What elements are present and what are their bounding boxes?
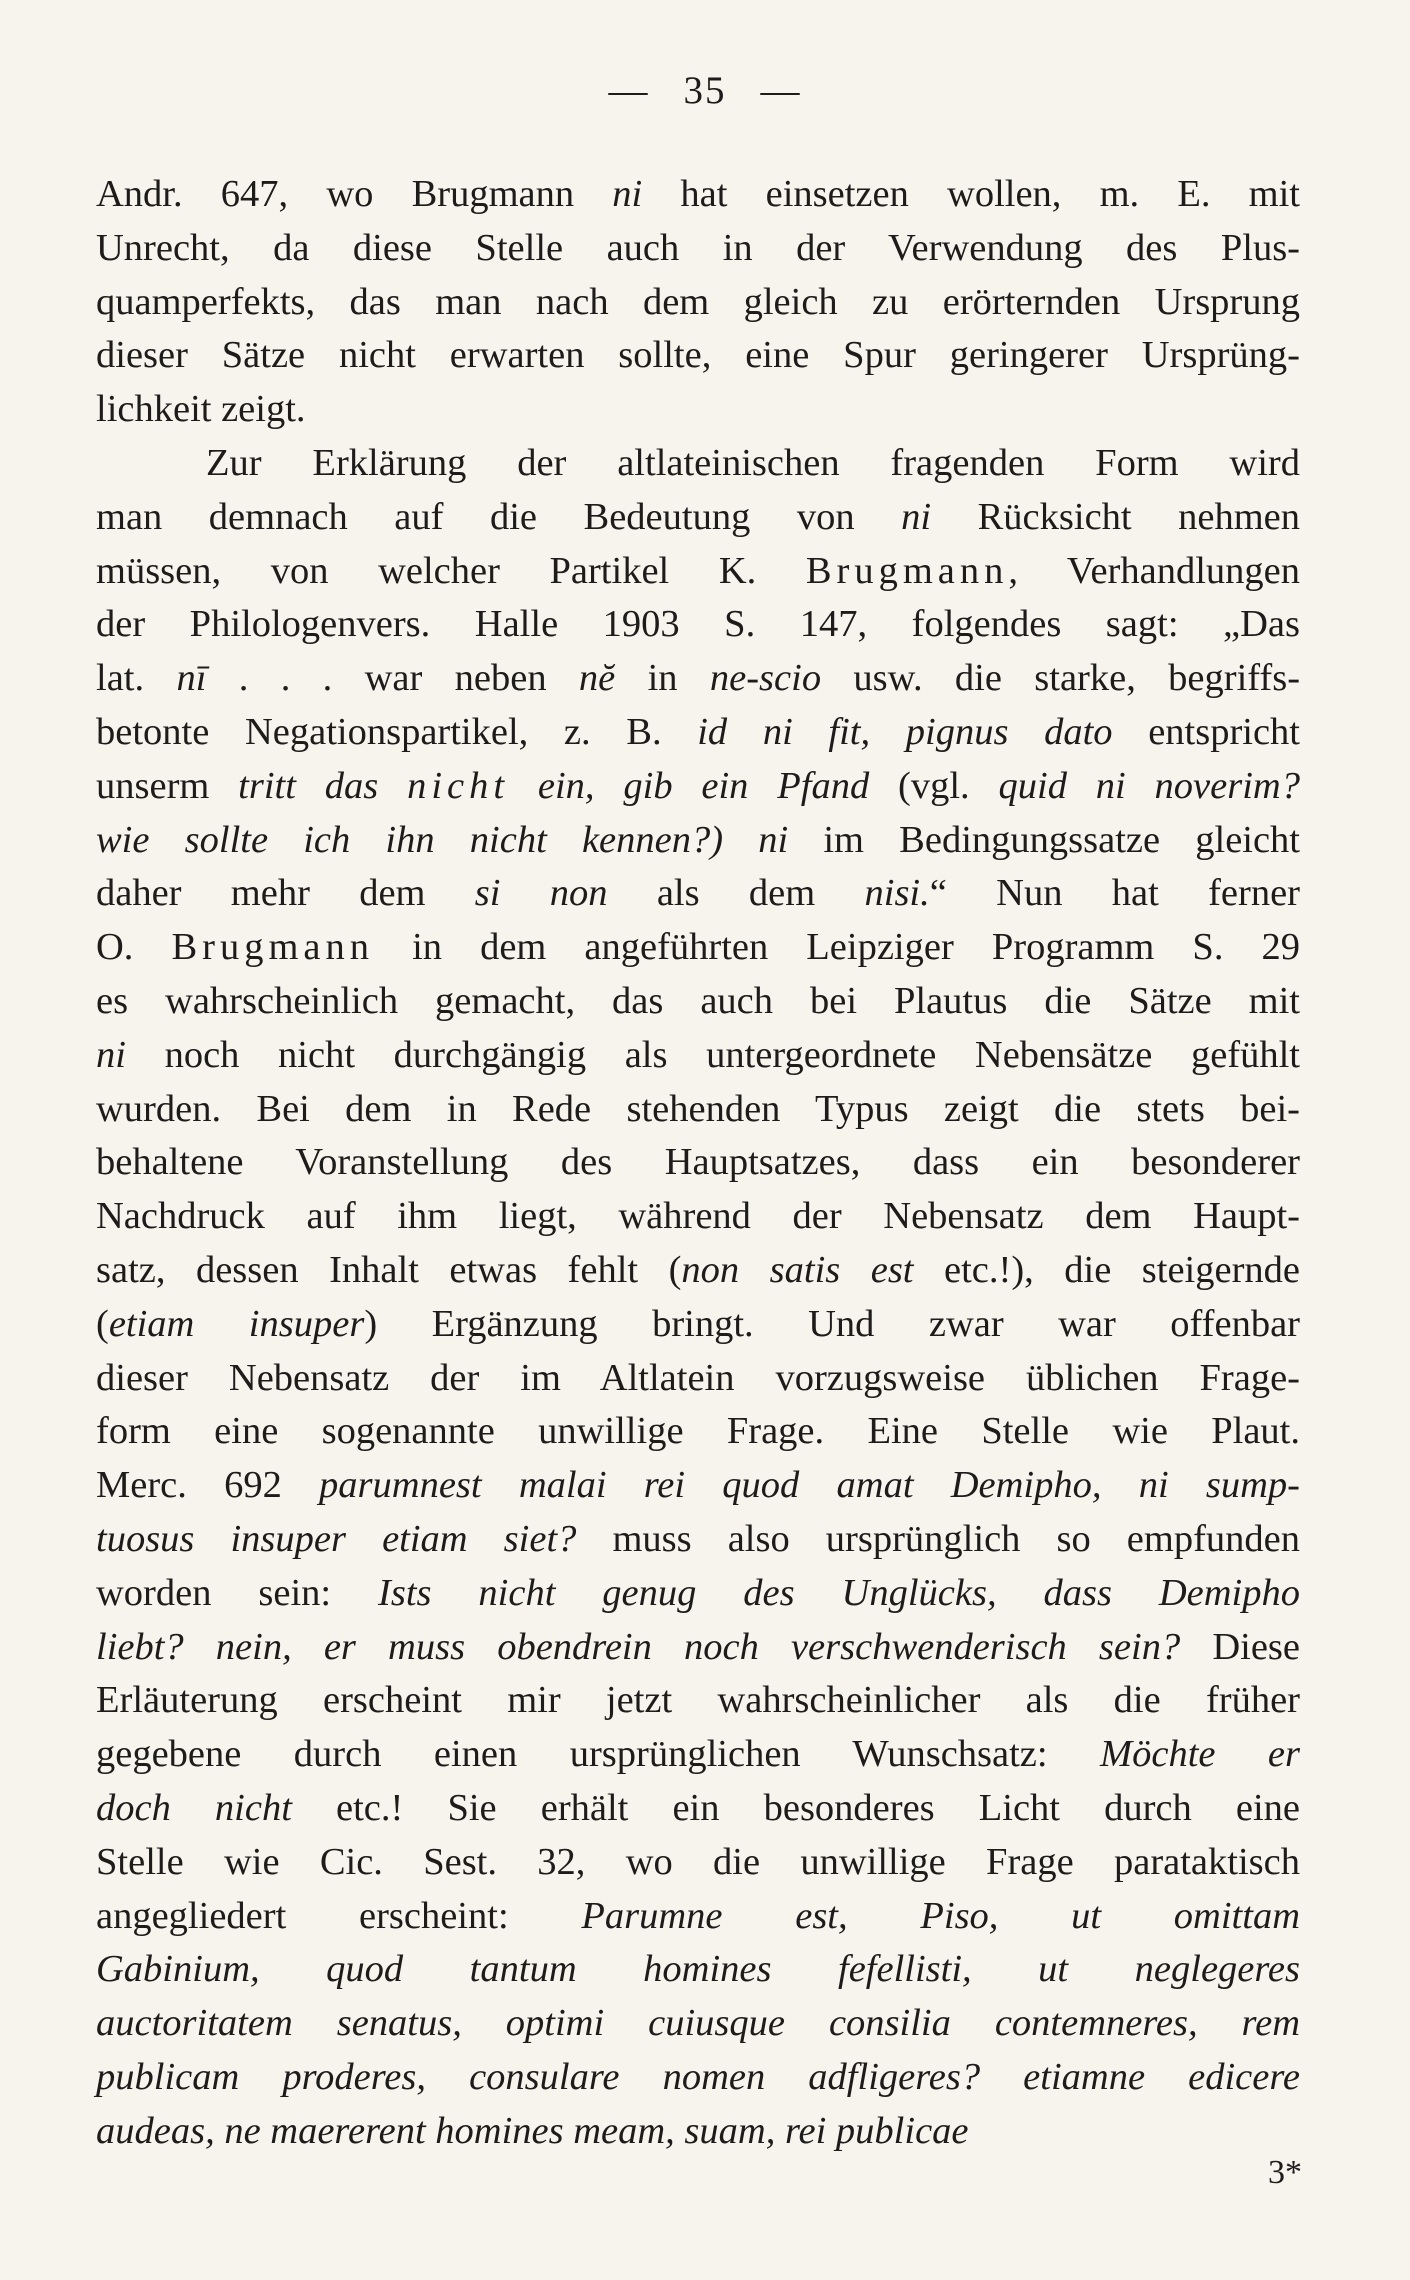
text-line bbox=[96, 921, 1300, 975]
text-segment: O. bbox=[96, 926, 172, 969]
text-segment: in dem angeführten Leipziger Programm S. 29 bbox=[374, 926, 1300, 969]
emphasis-text: nĕ bbox=[578, 657, 616, 700]
text-segment: gegebene durch einen ursprünglichen Wunschsatz: bbox=[96, 1733, 1101, 1776]
emphasis-text: Parumne est, Piso, ut omittam bbox=[581, 1894, 1301, 1937]
emphasis-text: Brugmann bbox=[805, 549, 1009, 592]
emphasis-text: liebt? nein, er muss obendrein noch verschwenderisch sein? bbox=[96, 1625, 1181, 1668]
text-line bbox=[96, 1890, 1300, 1944]
text-line bbox=[96, 1997, 1300, 2051]
text-line bbox=[96, 1136, 1300, 1190]
text-segment: in bbox=[615, 657, 710, 700]
emphasis-text: publicam proderes, consulare nomen adfligeres? etiamne edicere bbox=[96, 2055, 1300, 2098]
emphasis-text: tritt das bbox=[238, 764, 408, 807]
text-segment: form eine sogenannte unwillige Frage. Eine Stelle wie Plaut. bbox=[96, 1410, 1300, 1453]
text-segment: usw. die starke, begriffs- bbox=[821, 657, 1301, 700]
header-dash-right: — bbox=[760, 69, 802, 112]
emphasis-text: quid ni noverim? bbox=[998, 764, 1300, 807]
text-line bbox=[96, 1674, 1300, 1728]
text-line bbox=[96, 814, 1300, 868]
text-segment: worden sein: bbox=[96, 1571, 379, 1614]
text-segment: Merc. 692 bbox=[96, 1464, 320, 1507]
text-segment: , Verhandlungen bbox=[1008, 549, 1300, 592]
text-line bbox=[96, 1513, 1300, 1567]
emphasis-text: non satis est bbox=[681, 1248, 914, 1291]
text-line bbox=[96, 652, 1300, 706]
text-segment: behaltene Voranstellung des Hauptsatzes, dass ein besonderer bbox=[96, 1141, 1300, 1184]
text-line bbox=[96, 276, 1300, 330]
text-line bbox=[96, 2051, 1300, 2105]
text-segment: im Bedingungssatze gleicht bbox=[788, 818, 1301, 861]
text-segment: Unrecht, da diese Stelle auch in der Verwendung des Plus- bbox=[96, 226, 1300, 269]
text-segment: Diese bbox=[1180, 1625, 1300, 1668]
header-dash-left: — bbox=[608, 69, 650, 112]
text-segment: dieser Sätze nicht erwarten sollte, eine Spur geringerer Ursprüng- bbox=[96, 334, 1300, 377]
text-line bbox=[96, 1782, 1300, 1836]
text-segment: ( bbox=[96, 1302, 109, 1345]
emphasis-text: parumnest malai rei quod amat Demipho, ni sump- bbox=[319, 1464, 1300, 1507]
text-segment: lichkeit zeigt. bbox=[96, 388, 306, 431]
text-line bbox=[96, 329, 1300, 383]
emphasis-text: auctoritatem senatus, optimi cuiusque consilia contemneres, rem bbox=[96, 2002, 1300, 2045]
page-number: 35 bbox=[683, 69, 727, 112]
text-segment: satz, dessen Inhalt etwas fehlt ( bbox=[96, 1248, 682, 1291]
text-line bbox=[96, 598, 1300, 652]
text-line bbox=[96, 1621, 1300, 1675]
text-segment: etc.!), die steigernde bbox=[913, 1248, 1300, 1291]
text-line bbox=[96, 706, 1300, 760]
emphasis-text: etiam insuper bbox=[108, 1302, 365, 1345]
text-line bbox=[96, 1244, 1300, 1298]
text-segment: hat einsetzen wollen, m. E. mit bbox=[642, 173, 1300, 215]
text-line bbox=[96, 760, 1300, 814]
text-line bbox=[96, 1029, 1300, 1083]
text-segment: man demnach auf die Bedeutung von bbox=[96, 495, 902, 538]
text-segment: Zur Erklärung der altlateinischen fragenden Form wird bbox=[206, 441, 1300, 484]
text-line bbox=[96, 1352, 1300, 1406]
text-line bbox=[96, 1405, 1300, 1459]
emphasis-text: tuosus insuper etiam siet? bbox=[96, 1517, 577, 1560]
emphasis-text: ein, gib ein Pfand bbox=[509, 764, 870, 807]
emphasis-text: ne-scio bbox=[709, 657, 822, 700]
text-segment: . . . war neben bbox=[206, 657, 579, 700]
text-segment: entspricht bbox=[1112, 710, 1301, 753]
text-line bbox=[96, 2105, 1300, 2159]
text-line bbox=[96, 1190, 1300, 1244]
text-segment: quamperfekts, das man nach dem gleich zu erörternden Ursprung bbox=[96, 280, 1300, 323]
text-segment: wurden. Bei dem in Rede stehenden Typus zeigt die stets bei- bbox=[96, 1087, 1300, 1130]
text-segment: Rücksicht nehmen bbox=[931, 495, 1300, 538]
text-line bbox=[96, 222, 1300, 276]
text-line bbox=[96, 1836, 1300, 1890]
text-segment: es wahrscheinlich gemacht, das auch bei Plautus die Sätze mit bbox=[96, 979, 1300, 1022]
text-line bbox=[96, 491, 1300, 545]
emphasis-text: wie sollte ich ihn nicht kennen?) bbox=[96, 818, 724, 861]
text-segment: ) Ergänzung bringt. Und zwar war offenbar bbox=[364, 1302, 1300, 1345]
emphasis-text: Ists nicht genug des Unglücks, dass Demipho bbox=[378, 1571, 1301, 1614]
emphasis-text: audeas, ne maererent homines meam, suam, rei publicae bbox=[96, 2109, 969, 2152]
text-line bbox=[96, 867, 1300, 921]
emphasis-text: ni bbox=[758, 818, 789, 861]
text-segment: Erläuterung erscheint mir jetzt wahrscheinlicher als die früher bbox=[96, 1679, 1300, 1722]
text-segment: “ Nun hat ferner bbox=[929, 872, 1300, 915]
emphasis-text: ni bbox=[96, 1033, 126, 1076]
text-line bbox=[96, 1459, 1300, 1513]
text-line bbox=[96, 1298, 1300, 1352]
text-line bbox=[96, 975, 1300, 1029]
text-segment bbox=[723, 819, 758, 861]
text-segment: als dem bbox=[607, 872, 865, 915]
emphasis-text: id ni fit, pignus dato bbox=[697, 710, 1113, 753]
text-segment: Nachdruck auf ihm liegt, während der Nebensatz dem Haupt- bbox=[96, 1195, 1300, 1238]
text-segment: muss also ursprünglich so empfunden bbox=[576, 1517, 1300, 1560]
emphasis-text: ni bbox=[612, 173, 643, 215]
text-line bbox=[96, 1083, 1300, 1137]
text-line bbox=[96, 437, 1300, 491]
text-segment: müssen, von welcher Partikel K. bbox=[96, 549, 806, 592]
text-line bbox=[96, 383, 1300, 437]
text-segment: unserm bbox=[96, 764, 239, 807]
body-text bbox=[96, 168, 1300, 2158]
emphasis-text: Brugmann bbox=[171, 926, 375, 969]
signature-mark: 3* bbox=[1268, 2154, 1302, 2191]
text-segment: angegliedert erscheint: bbox=[96, 1894, 582, 1937]
emphasis-text: nicht bbox=[407, 764, 510, 807]
text-segment: etc.! Sie erhält ein besonderes Licht durch eine bbox=[291, 1786, 1300, 1829]
text-line bbox=[96, 1728, 1300, 1782]
text-segment: (vgl. bbox=[869, 764, 999, 807]
text-segment: betonte Negationspartikel, z. B. bbox=[96, 710, 698, 753]
text-segment: daher mehr dem bbox=[96, 872, 475, 915]
text-segment: dieser Nebensatz der im Altlatein vorzugsweise üblichen Frage- bbox=[96, 1356, 1300, 1399]
text-line bbox=[96, 1943, 1300, 1997]
text-segment: Stelle wie Cic. Sest. 32, wo die unwillige Frage parataktisch bbox=[96, 1840, 1300, 1883]
emphasis-text: nī bbox=[176, 657, 207, 700]
text-segment: der Philologenvers. Halle 1903 S. 147, folgendes sagt: „Das bbox=[96, 603, 1300, 646]
text-line bbox=[96, 1567, 1300, 1621]
emphasis-text: doch nicht bbox=[96, 1786, 292, 1829]
emphasis-text: ni bbox=[901, 495, 932, 538]
emphasis-text: si non bbox=[474, 872, 608, 915]
emphasis-text: nisi. bbox=[864, 872, 930, 915]
text-segment: lat. bbox=[96, 657, 177, 700]
text-line bbox=[96, 545, 1300, 599]
emphasis-text: Möchte er bbox=[1100, 1733, 1300, 1776]
page-header bbox=[0, 68, 1410, 113]
text-segment: Andr. 647, wo Brugmann bbox=[96, 173, 613, 215]
text-line bbox=[96, 168, 1300, 222]
text-segment: noch nicht durchgängig als untergeordnete Nebensätze gefühlt bbox=[125, 1033, 1300, 1076]
emphasis-text: Gabinium, quod tantum homines fefellisti, ut neglegeres bbox=[96, 1948, 1300, 1991]
